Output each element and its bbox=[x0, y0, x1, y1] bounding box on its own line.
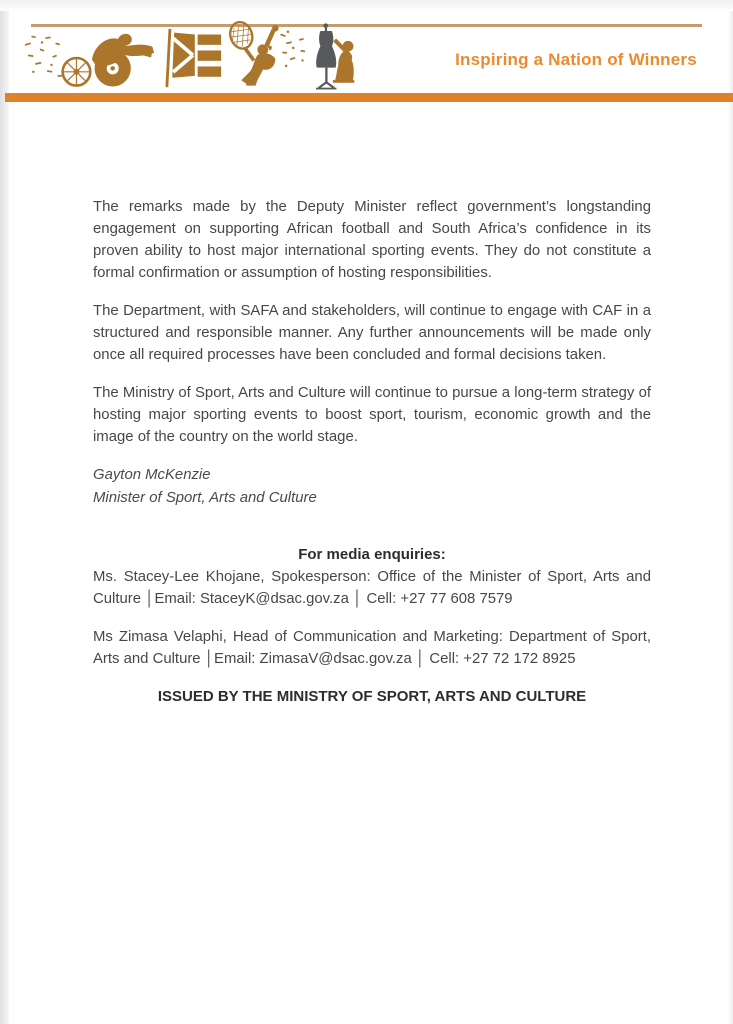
dressmaker-icon bbox=[299, 21, 365, 91]
signature-title: Minister of Sport, Arts and Culture bbox=[93, 490, 317, 506]
south-african-flag-icon bbox=[161, 25, 223, 91]
banner-tagline: Inspiring a Nation of Winners bbox=[455, 50, 697, 69]
issued-by-line: ISSUED BY THE MINISTRY OF SPORT, ARTS AND CULTURE bbox=[157, 688, 587, 705]
signature-name: Gayton McKenzie bbox=[93, 467, 211, 483]
paragraph-ministry: The Ministry of Sport, Arts and Culture will continue to pursue a long-term strategy of hosting major sporting events to boost sport, tourism, economic growth and the image of the country on the world stage. bbox=[93, 385, 651, 445]
wheelchair-racer-icon bbox=[23, 25, 161, 91]
contact-spokesperson: Ms. Stacey-Lee Khojane, Spokesperson: Office of the Minister of Sport, Arts and Culture │Email: StaceyK@dsac.gov.za │ Cell: +27 77 608 7579 bbox=[93, 569, 651, 607]
press-release-body bbox=[93, 196, 651, 708]
contact-communications-head: Ms Zimasa Velaphi, Head of Communication and Marketing: Department of Sport, Arts and Culture │Email: ZimasaV@dsac.gov.za │ Cell: +27 72 172 8925 bbox=[93, 629, 651, 667]
banner-bottom-bar bbox=[5, 93, 733, 102]
letterhead-banner bbox=[9, 12, 728, 102]
signature-block bbox=[93, 464, 651, 510]
media-enquiries-heading: For media enquiries: bbox=[298, 546, 446, 563]
paragraph-department: The Department, with SAFA and stakeholders, will continue to engage with CAF in a structured and responsible manner. Any further announcements will be made only once all required processes have been concluded and formal decisions taken. bbox=[93, 303, 651, 363]
page-right-edge bbox=[728, 0, 733, 1024]
tennis-player-icon bbox=[223, 21, 299, 91]
page-top-edge bbox=[0, 0, 733, 11]
paragraph-remarks: The remarks made by the Deputy Minister reflect government’s longstanding engagement on supporting African football and South Africa’s confidence in its proven ability to host major international sporting events. They do not constitute a formal confirmation or assumption of hosting responsibilities. bbox=[93, 199, 651, 281]
page-left-edge bbox=[0, 0, 9, 1024]
banner-icon-row bbox=[23, 21, 365, 91]
